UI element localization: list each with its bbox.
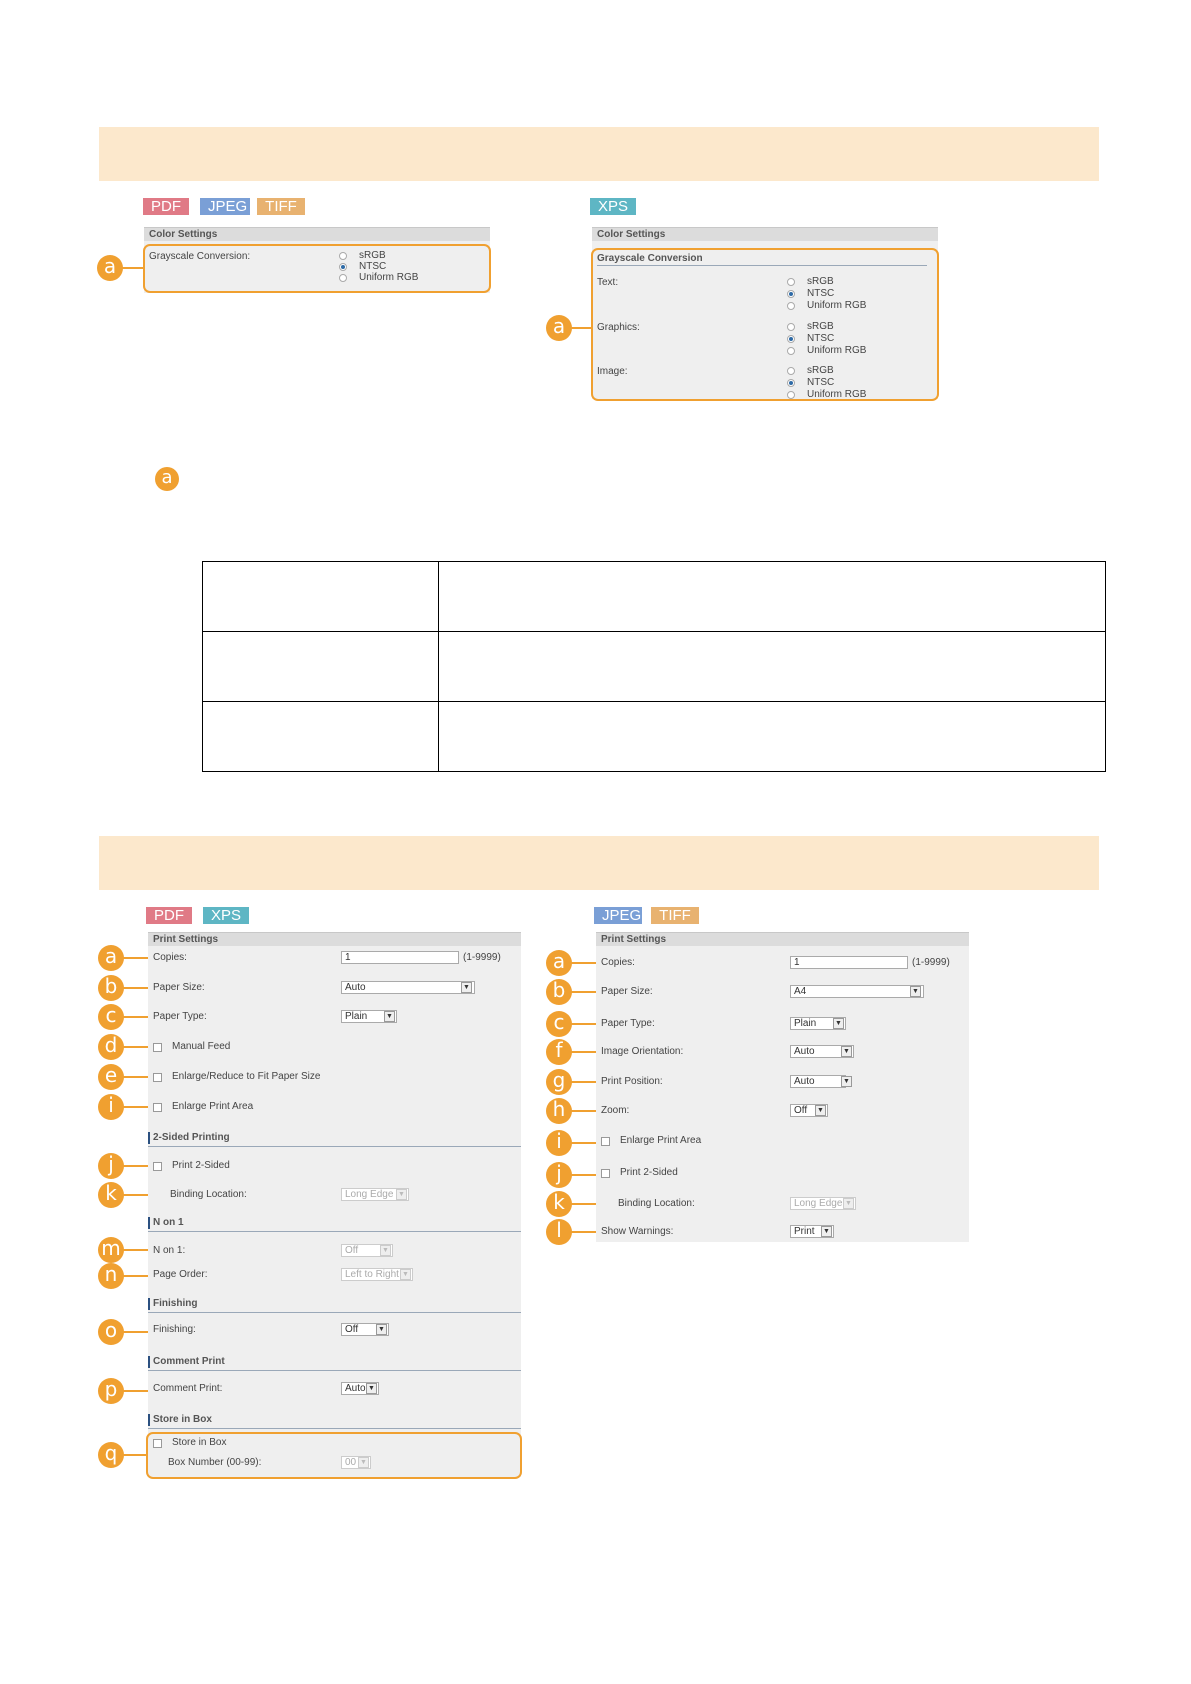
chevron-down-icon[interactable]: ▼ — [376, 1324, 387, 1335]
chevron-down-icon[interactable]: ▼ — [461, 982, 472, 993]
marker-m: m — [98, 1237, 124, 1263]
print-settings-panel-left — [148, 932, 521, 1477]
radio-label: sRGB — [807, 276, 834, 287]
zoom-label: Zoom: — [601, 1105, 630, 1116]
binding-location-label: Binding Location: — [170, 1189, 247, 1200]
image-field-label: Image: — [597, 366, 628, 377]
copies-label: Copies: — [153, 952, 187, 963]
marker-l: l — [546, 1219, 572, 1245]
callout-line — [570, 962, 596, 964]
copies-input[interactable]: 1 — [341, 951, 459, 964]
format-tag-tiff: TIFF — [651, 907, 699, 924]
store-in-box-section-title: Store in Box — [148, 1414, 212, 1426]
callout-line — [570, 1203, 596, 1205]
radio-label: sRGB — [807, 321, 834, 332]
radio-label: sRGB — [807, 365, 834, 376]
radio-label: Uniform RGB — [807, 300, 867, 311]
marker-b: b — [546, 979, 572, 1005]
format-tag-pdf: PDF — [143, 198, 189, 215]
callout-line — [570, 1023, 596, 1025]
format-tag-jpeg: JPEG — [200, 198, 250, 215]
marker-e: e — [98, 1064, 124, 1090]
format-tag-xps: XPS — [203, 907, 249, 924]
chevron-down-icon[interactable]: ▼ — [841, 1076, 852, 1087]
n-on-1-label: N on 1: — [153, 1245, 186, 1256]
callout-line — [122, 1331, 148, 1333]
marker-d: d — [98, 1034, 124, 1060]
highlight-frame — [146, 1432, 522, 1479]
divider — [148, 1231, 521, 1232]
callout-line — [122, 1194, 148, 1196]
callout-line — [570, 1051, 596, 1053]
marker-j: j — [546, 1162, 572, 1188]
chevron-down-icon[interactable]: ▼ — [366, 1383, 377, 1394]
format-tag-xps: XPS — [590, 198, 636, 215]
marker-i: i — [546, 1130, 572, 1156]
store-in-box-label: Store in Box — [172, 1437, 227, 1448]
divider — [148, 1370, 521, 1371]
chevron-down-icon[interactable]: ▼ — [833, 1018, 844, 1029]
graphics-field-label: Graphics: — [597, 322, 640, 333]
panel-title: Color Settings — [592, 227, 938, 241]
marker-n: n — [98, 1263, 124, 1289]
enlarge-reduce-checkbox[interactable] — [153, 1073, 162, 1082]
section-1-header-band — [99, 127, 1099, 181]
callout-line — [122, 1076, 148, 1078]
marker-g: g — [546, 1069, 572, 1095]
page-order-label: Page Order: — [153, 1269, 208, 1280]
callout-line — [570, 1231, 596, 1233]
manual-feed-label: Manual Feed — [172, 1041, 231, 1052]
image-orientation-label: Image Orientation: — [601, 1046, 684, 1057]
table-cell — [439, 702, 1106, 772]
marker-p: p — [98, 1378, 124, 1404]
comment-print-section-title: Comment Print — [148, 1356, 225, 1368]
grayscale-conversion-label: Grayscale Conversion: — [149, 251, 251, 262]
highlight-frame — [591, 248, 939, 401]
print-settings-panel-right — [596, 932, 969, 1242]
callout-line — [122, 1454, 146, 1456]
divider — [148, 1428, 521, 1429]
table-cell — [203, 702, 439, 772]
show-warnings-label: Show Warnings: — [601, 1226, 674, 1237]
marker-c: c — [546, 1011, 572, 1037]
marker-a: a — [97, 255, 123, 281]
highlight-frame — [143, 244, 491, 293]
print-position-select[interactable]: Auto — [790, 1075, 846, 1088]
radio-label: NTSC — [807, 288, 835, 299]
table-cell — [203, 562, 439, 632]
callout-line — [570, 1142, 596, 1144]
marker-b: b — [98, 975, 124, 1001]
page-order-select[interactable]: Left to Right — [341, 1268, 413, 1281]
table-cell — [203, 632, 439, 702]
settings-table — [202, 561, 1106, 772]
radio-label: NTSC — [807, 333, 835, 344]
format-tag-pdf: PDF — [146, 907, 192, 924]
copies-range: (1-9999) — [912, 957, 950, 968]
marker-o: o — [98, 1319, 124, 1345]
finishing-section-title: Finishing — [148, 1298, 197, 1310]
grayscale-conversion-heading: Grayscale Conversion — [597, 253, 703, 264]
chevron-down-icon[interactable]: ▼ — [843, 1198, 854, 1209]
print-2-sided-label: Print 2-Sided — [172, 1160, 230, 1171]
marker-c: c — [98, 1004, 124, 1030]
paper-size-label: Paper Size: — [601, 986, 653, 997]
binding-location-label: Binding Location: — [618, 1198, 695, 1209]
print-position-label: Print Position: — [601, 1076, 663, 1087]
marker-a: a — [155, 467, 179, 491]
print-2-sided-label: Print 2-Sided — [620, 1167, 678, 1178]
text-field-label: Text: — [597, 277, 619, 288]
callout-line — [122, 957, 148, 959]
box-number-label: Box Number (00-99): — [168, 1457, 262, 1468]
image-orientation-select[interactable]: Auto — [790, 1045, 854, 1058]
binding-location-select[interactable]: Long Edge — [790, 1197, 856, 1210]
finishing-select[interactable]: Off — [341, 1323, 389, 1336]
callout-line — [122, 1046, 148, 1048]
n-on-1-select[interactable]: Off — [341, 1244, 393, 1257]
chevron-down-icon[interactable]: ▼ — [400, 1269, 411, 1280]
binding-location-select[interactable]: Long Edge — [341, 1188, 409, 1201]
copies-range: (1-9999) — [463, 952, 501, 963]
radio-label: sRGB — [359, 250, 386, 261]
chevron-down-icon[interactable]: ▼ — [821, 1226, 832, 1237]
callout-line — [122, 1390, 148, 1392]
section-2-header-band — [99, 836, 1099, 890]
copies-input[interactable]: 1 — [790, 956, 908, 969]
n-on-1-section-title: N on 1 — [148, 1217, 184, 1229]
chevron-down-icon[interactable]: ▼ — [396, 1189, 407, 1200]
callout-line — [570, 1081, 596, 1083]
marker-f: f — [546, 1039, 572, 1065]
marker-k: k — [98, 1182, 124, 1208]
divider — [148, 1312, 521, 1313]
paper-type-select[interactable]: Plain — [341, 1010, 397, 1023]
print-2-sided-checkbox[interactable] — [153, 1162, 162, 1171]
chevron-down-icon[interactable]: ▼ — [358, 1457, 369, 1468]
radio-label: Uniform RGB — [807, 389, 867, 400]
marker-a: a — [546, 315, 572, 341]
enlarge-print-area-checkbox[interactable] — [153, 1103, 162, 1112]
panel-title: Print Settings — [596, 932, 969, 946]
panel-title: Color Settings — [144, 227, 490, 241]
enlarge-print-area-label: Enlarge Print Area — [620, 1135, 702, 1146]
chevron-down-icon[interactable]: ▼ — [384, 1011, 395, 1022]
marker-a: a — [98, 945, 124, 971]
callout-line — [122, 1165, 148, 1167]
callout-line — [570, 1174, 596, 1176]
callout-line — [122, 987, 148, 989]
callout-line — [122, 1106, 148, 1108]
paper-size-select[interactable]: A4 — [790, 985, 924, 998]
table-row — [203, 702, 1106, 772]
callout-line — [122, 1275, 148, 1277]
panel-title: Print Settings — [148, 932, 521, 946]
chevron-down-icon[interactable]: ▼ — [910, 986, 921, 997]
table-row — [203, 632, 1106, 702]
enlarge-reduce-label: Enlarge/Reduce to Fit Paper Size — [172, 1071, 321, 1082]
paper-type-label: Paper Type: — [153, 1011, 207, 1022]
callout-line — [570, 991, 596, 993]
marker-j: j — [98, 1153, 124, 1179]
marker-a: a — [546, 950, 572, 976]
print-2-sided-checkbox[interactable] — [601, 1169, 610, 1178]
format-tag-tiff: TIFF — [257, 198, 305, 215]
box-number-select[interactable]: 00 — [341, 1456, 371, 1469]
radio-label: NTSC — [807, 377, 835, 388]
paper-type-select[interactable]: Plain — [790, 1017, 846, 1030]
chevron-down-icon[interactable]: ▼ — [841, 1046, 852, 1057]
enlarge-print-area-checkbox[interactable] — [601, 1137, 610, 1146]
chevron-down-icon[interactable]: ▼ — [815, 1105, 826, 1116]
radio-label: Uniform RGB — [807, 345, 867, 356]
callout-line — [570, 1110, 596, 1112]
comment-print-select[interactable]: Auto — [341, 1382, 379, 1395]
callout-line — [569, 327, 592, 329]
enlarge-print-area-label: Enlarge Print Area — [172, 1101, 254, 1112]
marker-i: i — [98, 1094, 124, 1120]
finishing-label: Finishing: — [153, 1324, 196, 1335]
paper-size-label: Paper Size: — [153, 982, 205, 993]
manual-feed-checkbox[interactable] — [153, 1043, 162, 1052]
table-cell — [439, 562, 1106, 632]
paper-type-label: Paper Type: — [601, 1018, 655, 1029]
radio-label: NTSC — [359, 261, 387, 272]
comment-print-label: Comment Print: — [153, 1383, 223, 1394]
format-tag-jpeg: JPEG — [594, 907, 642, 924]
callout-line — [122, 267, 144, 269]
show-warnings-select[interactable]: Print — [790, 1225, 834, 1238]
callout-line — [122, 1016, 148, 1018]
marker-k: k — [546, 1191, 572, 1217]
marker-q: q — [98, 1442, 124, 1468]
table-cell — [439, 632, 1106, 702]
paper-size-select[interactable]: Auto — [341, 981, 475, 994]
radio-label: Uniform RGB — [359, 272, 419, 283]
marker-h: h — [546, 1098, 572, 1124]
two-sided-section-title: 2-Sided Printing — [148, 1132, 230, 1144]
copies-label: Copies: — [601, 957, 635, 968]
zoom-select[interactable]: Off — [790, 1104, 828, 1117]
chevron-down-icon[interactable]: ▼ — [380, 1245, 391, 1256]
table-row — [203, 562, 1106, 632]
callout-line — [122, 1249, 148, 1251]
divider — [148, 1146, 521, 1147]
